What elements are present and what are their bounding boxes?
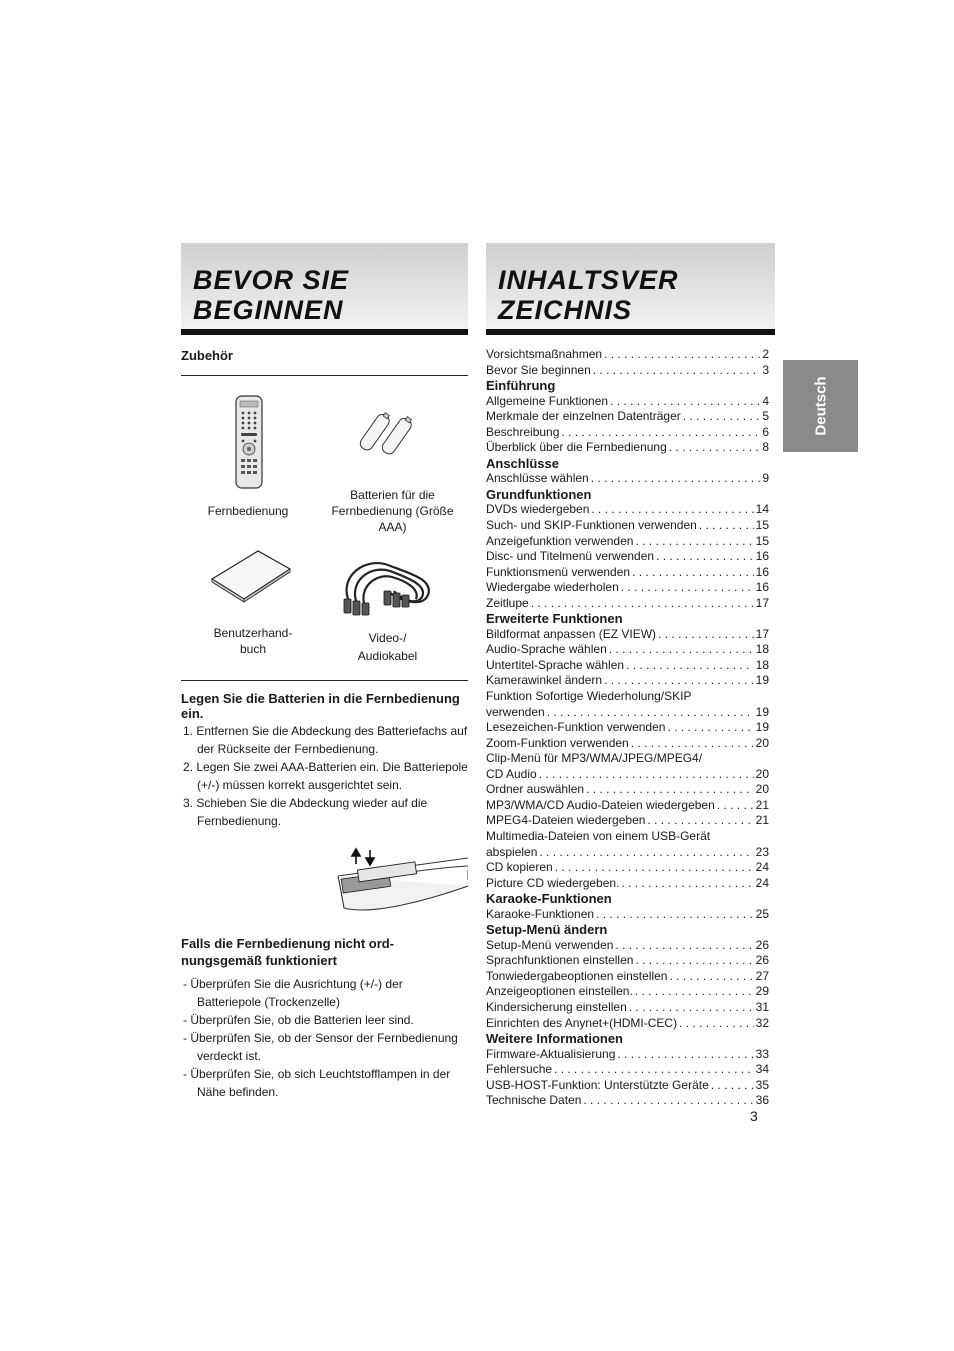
toc-entry-page: 29 [755, 984, 769, 999]
toc-entry-title: Bevor Sie beginnen [486, 362, 591, 377]
toc-entry-title: Karaoke-Funktionen [486, 906, 595, 921]
toc-entry-page: 17 [755, 595, 769, 610]
toc-entry[interactable] [486, 938, 769, 954]
toc-leader-dots [717, 798, 754, 814]
toc-entry[interactable] [486, 736, 769, 752]
toc-entry-title: Picture CD wiedergeben. [486, 875, 620, 890]
toc-leader-dots [679, 1016, 754, 1032]
toc-entry[interactable] [486, 720, 769, 736]
toc-leader-dots [531, 596, 754, 612]
toc-leader-dots [593, 363, 761, 379]
toc-leader-dots [632, 565, 754, 581]
toc-entry-page: 18 [755, 642, 769, 657]
toc-entry-title: Such- und SKIP-Funktionen verwenden [486, 518, 697, 533]
toc-entry-title: MP3/WMA/CD Audio-Dateien wiedergeben [486, 797, 715, 812]
toc-entry-title: verwenden [486, 704, 545, 719]
toc-leader-dots [647, 813, 753, 829]
toc-entry-page: 20 [755, 735, 769, 750]
toc-leader-dots [635, 984, 754, 1000]
toc-entry[interactable] [486, 534, 769, 550]
toc-entry-page: 17 [755, 626, 769, 641]
caption-batteries: Batterien für die Fernbedienung (Größe AAA) [331, 488, 454, 534]
remote-control-icon [234, 395, 264, 490]
toc-entry-page: 24 [755, 860, 769, 875]
toc-entry-page: 32 [755, 1015, 769, 1030]
battery-compartment-icon [334, 846, 468, 918]
toc-entry-title: Disc- und Titelmenü verwenden [486, 549, 655, 564]
toc-leader-dots [656, 549, 754, 565]
toc-entry-title: Tonwiedergabeoptionen einstellen [486, 968, 668, 983]
toc-leader-dots [626, 658, 754, 674]
toc-entry[interactable] [486, 642, 769, 658]
battery-insert-heading: Legen Sie die Batterien in die Fernbedienung ein. [181, 691, 460, 721]
language-tab-label: Deutsch [812, 376, 829, 436]
page-number: 3 [750, 1108, 758, 1124]
toc-entry-page: 23 [755, 844, 769, 859]
toc-entry-page: 18 [755, 657, 769, 672]
toc-entry[interactable] [486, 627, 769, 643]
caption-remote: Fernbedienung [207, 504, 289, 518]
caption-manual: Benutzerhand- buch [213, 626, 293, 656]
toc-entry-page: 26 [755, 953, 769, 968]
toc-entry-text: Multimedia-Dateien von einem USB-Gerät [486, 828, 711, 843]
toc-leader-dots [539, 845, 753, 861]
toc-leader-dots [617, 1047, 753, 1063]
toc-entry-title: Allgemeine Funktionen [486, 393, 609, 408]
toc-entry-page: 19 [755, 704, 769, 719]
toc-entry-title: Untertitel-Sprache wählen [486, 657, 625, 672]
toc-entry-page: 26 [755, 937, 769, 952]
toc-entry-page: 15 [755, 533, 769, 548]
manual-booklet-icon [208, 547, 294, 603]
toc-leader-dots [635, 953, 753, 969]
batteries-icon [358, 405, 420, 463]
toc-entry-title: USB-HOST-Funktion: Unterstützte Geräte [486, 1077, 709, 1092]
toc-leader-dots [596, 907, 754, 923]
toc-leader-dots [604, 347, 760, 363]
toc-section-heading: Erweiterte Funktionen [486, 611, 623, 627]
toc-section-heading: Karaoke-Funktionen [486, 891, 612, 907]
toc-entry-title: Wiedergabe wiederholen [486, 580, 619, 595]
list-item: - Überprüfen Sie, ob die Batterien leer sind. [183, 1013, 414, 1027]
toc-entry[interactable] [486, 1093, 769, 1109]
toc-entry-page: 16 [755, 549, 769, 564]
toc-leader-dots [711, 1078, 754, 1094]
toc-entry-page: 24 [755, 875, 769, 890]
toc-entry-page: 21 [755, 813, 769, 828]
toc-leader-dots [539, 767, 754, 783]
toc-entry[interactable] [486, 394, 769, 410]
toc-entry[interactable] [486, 798, 769, 814]
toc-entry-page: 25 [755, 906, 769, 921]
toc-entry[interactable] [486, 1078, 769, 1094]
toc-entry-page: 36 [755, 1093, 769, 1108]
toc-entry-title: abspielen [486, 844, 538, 859]
list-item: 1. Entfernen Sie die Abdeckung des Batteriefachs auf der Rückseite der Fernbedienung. [183, 724, 468, 756]
toc-entry[interactable] [486, 502, 769, 518]
toc-entry[interactable] [486, 813, 769, 829]
toc-entry[interactable] [486, 767, 769, 783]
toc-entry[interactable] [486, 440, 769, 456]
list-item: 3. Schieben Sie die Abdeckung wieder auf die Fernbedienung. [183, 796, 428, 828]
toc-entry-title: MPEG4-Dateien wiedergeben [486, 813, 646, 828]
toc-leader-dots [621, 580, 754, 596]
toc-entry[interactable] [486, 596, 769, 612]
toc-entry-page: 6 [762, 424, 769, 439]
toc-entry[interactable] [486, 363, 769, 379]
toc-entry-title: Anzeigefunktion verwenden [486, 533, 634, 548]
toc-leader-dots [555, 860, 754, 876]
malfunction-heading: Falls die Fernbedienung nicht ord-nungsgemäß funktioniert [181, 936, 395, 968]
toc-entry-page: 20 [755, 782, 769, 797]
toc-entry-page: 31 [755, 999, 769, 1014]
toc-entry-text: Clip-Menü für MP3/WMA/JPEG/MPEG4/ [486, 751, 703, 766]
toc-entry[interactable] [486, 953, 769, 969]
toc-leader-dots [554, 1062, 754, 1078]
toc-entry-title: CD kopieren [486, 860, 553, 875]
toc-entry-title: Einrichten des Anynet+(HDMI-CEC) [486, 1015, 678, 1030]
toc-leader-dots [683, 409, 761, 425]
toc-entry-title: Sprachfunktionen einstellen [486, 953, 634, 968]
toc-entry-page: 8 [762, 440, 769, 455]
toc-entry[interactable] [486, 1047, 769, 1063]
toc-leader-dots [658, 627, 754, 643]
toc-entry-page: 19 [755, 673, 769, 688]
toc-entry-title: Vorsichtsmaßnahmen [486, 347, 603, 361]
toc-entry-title: Kindersicherung einstellen [486, 999, 627, 1014]
toc-entry[interactable] [486, 907, 769, 923]
toc-entry-page: 21 [755, 797, 769, 812]
toc-section-heading: Setup-Menü ändern [486, 922, 608, 938]
toc-entry-title: Bildformat anpassen (EZ VIEW) [486, 626, 657, 641]
toc-entry-page: 3 [762, 362, 769, 377]
toc-section-heading: Weitere Informationen [486, 1031, 624, 1047]
toc-entry[interactable] [486, 347, 769, 363]
toc-entry-page: 34 [755, 1062, 769, 1077]
toc-entry-title: Funktionsmenü verwenden [486, 564, 631, 579]
toc-entry[interactable] [486, 782, 769, 798]
toc-entry[interactable] [486, 876, 769, 892]
toc-entry[interactable] [486, 409, 769, 425]
toc-entry-page: 20 [755, 766, 769, 781]
battery-steps-list [181, 722, 468, 830]
toc-leader-dots [610, 394, 760, 410]
toc-entry-title: Kamerawinkel ändern [486, 673, 603, 688]
toc-entry[interactable] [486, 549, 769, 565]
table-of-contents [486, 347, 769, 1109]
toc-leader-dots [609, 642, 754, 658]
toc-entry[interactable] [486, 565, 769, 581]
title-band-right [486, 243, 775, 335]
toc-entry[interactable] [486, 471, 769, 487]
toc-entry-page: 16 [755, 580, 769, 595]
audio-video-cable-icon [336, 555, 438, 617]
list-item: - Überprüfen Sie, ob sich Leuchtstofflampen in der Nähe befinden. [183, 1067, 451, 1099]
toc-entry[interactable] [486, 518, 769, 534]
toc-entry[interactable] [486, 860, 769, 876]
toc-leader-dots [547, 705, 754, 721]
toc-leader-dots [631, 736, 754, 752]
toc-entry-page: 15 [755, 518, 769, 533]
toc-entry-page: 35 [755, 1077, 769, 1092]
toc-leader-dots [699, 518, 754, 534]
toc-leader-dots [621, 876, 753, 892]
toc-entry-title: Setup-Menü verwenden [486, 937, 614, 952]
toc-entry-page: 2 [762, 347, 769, 361]
list-item: - Überprüfen Sie die Ausrichtung (+/-) der Batteriepole (Trockenzelle) [183, 977, 403, 1009]
toc-entry[interactable] [486, 705, 769, 721]
toc-entry-title: CD Audio [486, 766, 537, 781]
toc-entry-text: Funktion Sofortige Wiederholung/SKIP [486, 689, 692, 704]
toc-entry-title: Zoom-Funktion verwenden [486, 735, 629, 750]
divider [181, 375, 468, 376]
toc-leader-dots [669, 969, 753, 985]
toc-entry[interactable] [486, 984, 769, 1000]
toc-entry-page: 5 [762, 409, 769, 424]
toc-entry-title: Anschlüsse wählen [486, 471, 589, 486]
toc-entry-page: 16 [755, 564, 769, 579]
toc-entry[interactable] [486, 673, 769, 689]
toc-leader-dots [667, 720, 753, 736]
toc-entry[interactable] [486, 1016, 769, 1032]
toc-leader-dots [635, 534, 753, 550]
toc-entry-title: DVDs wiedergeben [486, 502, 590, 517]
language-tab[interactable] [783, 360, 858, 452]
toc-entry-page: 19 [755, 720, 769, 735]
toc-entry-title: Zeitlupe [486, 595, 529, 610]
toc-entry-title: Fehlersuche [486, 1062, 553, 1077]
toc-leader-dots [591, 502, 753, 518]
malfunction-checklist [181, 975, 468, 1101]
toc-entry-page: 14 [755, 502, 769, 517]
toc-entry[interactable] [486, 658, 769, 674]
section-title-inhaltsverzeichnis: INHALTSVER ZEICHNIS [498, 265, 679, 325]
toc-entry-title: Überblick über die Fernbedienung [486, 440, 667, 455]
toc-entry[interactable] [486, 1062, 769, 1078]
toc-entry-page: 27 [755, 968, 769, 983]
section-title-bevor-sie-beginnen: BEVOR SIE BEGINNEN [193, 265, 350, 325]
toc-entry[interactable] [486, 1000, 769, 1016]
toc-section-heading: Einführung [486, 378, 556, 394]
toc-entry-title: Audio-Sprache wählen [486, 642, 607, 657]
toc-entry-title: Beschreibung [486, 424, 560, 439]
toc-leader-dots [604, 673, 754, 689]
toc-entry-page: 4 [762, 393, 769, 408]
toc-entry[interactable] [486, 580, 769, 596]
toc-entry-page: 33 [755, 1046, 769, 1061]
toc-entry-title: Merkmale der einzelnen Datenträger [486, 409, 681, 424]
toc-entry-page: 9 [762, 471, 769, 486]
toc-leader-dots [615, 938, 753, 954]
caption-cable: Video-/ Audiokabel [357, 631, 418, 663]
title-band-left [181, 243, 468, 335]
toc-entry[interactable] [486, 845, 769, 861]
toc-leader-dots [591, 471, 761, 487]
list-item: - Überprüfen Sie, ob der Sensor der Fernbedienung verdeckt ist. [183, 1031, 458, 1063]
toc-leader-dots [629, 1000, 754, 1016]
toc-entry[interactable] [486, 969, 769, 985]
toc-leader-dots [561, 425, 760, 441]
toc-section-heading: Anschlüsse [486, 455, 559, 471]
toc-leader-dots [586, 782, 754, 798]
toc-entry-title: Ordner auswählen [486, 782, 585, 797]
toc-leader-dots [669, 440, 761, 456]
toc-leader-dots [583, 1093, 753, 1109]
toc-entry-title: Lesezeichen-Funktion verwenden [486, 720, 666, 735]
list-item: 2. Legen Sie zwei AAA-Batterien ein. Die Batteriepole (+/-) müssen korrekt ausgerichtet sein. [183, 760, 468, 792]
toc-entry[interactable] [486, 425, 769, 441]
toc-entry-title: Anzeigeoptionen einstellen. [486, 984, 633, 999]
divider [181, 680, 468, 681]
toc-entry-title: Firmware-Aktualisierung [486, 1046, 616, 1061]
accessories-heading: Zubehör [181, 348, 233, 363]
toc-entry-title: Technische Daten [486, 1093, 582, 1108]
toc-section-heading: Grundfunktionen [486, 486, 592, 502]
